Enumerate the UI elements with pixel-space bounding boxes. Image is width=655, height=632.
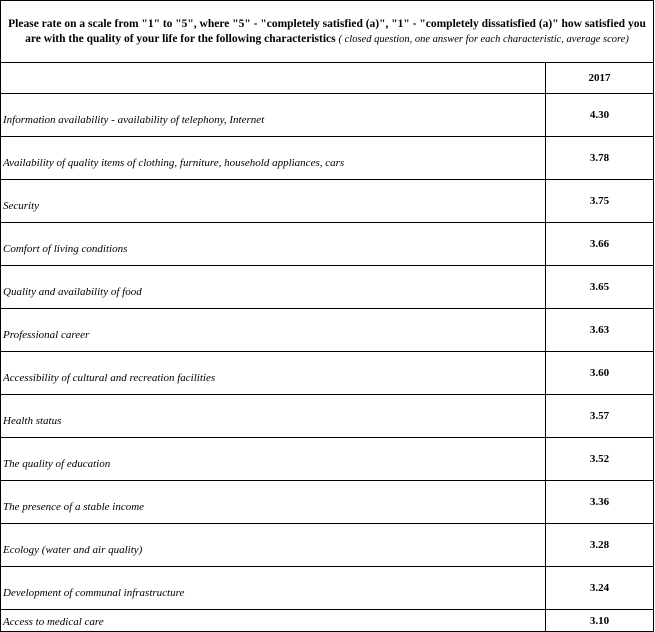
- empty-header-cell: [1, 63, 546, 94]
- row-value: 3.66: [546, 223, 654, 266]
- row-value: 4.30: [546, 94, 654, 137]
- row-label: Comfort of living conditions: [1, 223, 546, 266]
- row-label: Health status: [1, 395, 546, 438]
- table-row: [1, 223, 654, 266]
- year-row: [1, 63, 654, 94]
- row-label: Security: [1, 180, 546, 223]
- table-header-row: [1, 1, 654, 63]
- row-label: The presence of a stable income: [1, 481, 546, 524]
- table-row: [1, 137, 654, 180]
- table-row: [1, 94, 654, 137]
- row-label: The quality of education: [1, 438, 546, 481]
- row-label: Development of communal infrastructure: [1, 567, 546, 610]
- row-label: Access to medical care: [1, 610, 546, 632]
- table-row: [1, 438, 654, 481]
- row-label: Ecology (water and air quality): [1, 524, 546, 567]
- row-value: 3.28: [546, 524, 654, 567]
- table-row: [1, 309, 654, 352]
- table-row: [1, 567, 654, 610]
- row-label: Accessibility of cultural and recreation facilities: [1, 352, 546, 395]
- year-header: 2017: [546, 63, 654, 94]
- table-row: [1, 266, 654, 309]
- row-value: 3.78: [546, 137, 654, 180]
- row-value: 3.36: [546, 481, 654, 524]
- row-value: 3.60: [546, 352, 654, 395]
- table-row: [1, 395, 654, 438]
- question-note: ( closed question, one answer for each characteristic, average score): [338, 33, 629, 45]
- row-label: Quality and availability of food: [1, 266, 546, 309]
- row-value: 3.65: [546, 266, 654, 309]
- row-value: 3.75: [546, 180, 654, 223]
- table-row: [1, 481, 654, 524]
- table-row: [1, 610, 654, 632]
- row-value: 3.52: [546, 438, 654, 481]
- row-value: 3.63: [546, 309, 654, 352]
- row-value: 3.24: [546, 567, 654, 610]
- row-label: Professional career: [1, 309, 546, 352]
- table-body: [1, 94, 654, 632]
- table-row: [1, 352, 654, 395]
- row-label: Availability of quality items of clothing, furniture, household appliances, cars: [1, 137, 546, 180]
- table-row: [1, 524, 654, 567]
- question-header: [1, 1, 654, 63]
- row-label: Information availability - availability of telephony, Internet: [1, 94, 546, 137]
- row-value: 3.57: [546, 395, 654, 438]
- table-row: [1, 180, 654, 223]
- question-text: Please rate on a scale from "1" to "5", where "5" - "completely satisfied (a)", "1" - "completely dissatisfied (a)" how satisfied you are with the quality of your life for the following characteristics: [8, 17, 646, 45]
- row-value: 3.10: [546, 610, 654, 632]
